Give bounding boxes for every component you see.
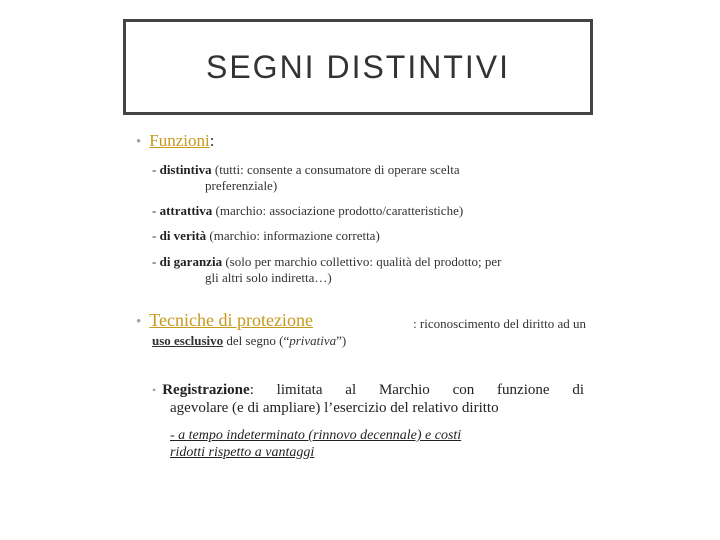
registrazione-term: Registrazione [162, 382, 250, 398]
title-box [123, 19, 593, 115]
slide-title: SEGNI DISTINTIVI [205, 48, 511, 85]
tecniche-label: Tecniche di protezione [149, 310, 313, 330]
item-text: (solo per marchio collettivo: qualità del prodotto; per [222, 254, 502, 269]
tecniche-emph: uso esclusivo [152, 333, 224, 348]
item-text: (tutti: consente a consumatore di operare scelta [211, 162, 460, 177]
funzione-item [152, 228, 380, 244]
bullet-tecniche [136, 312, 586, 349]
registrazione-text-cont: agevolare (e di ampliare) l’esercizio del relativo diritto [170, 400, 499, 416]
item-text: (marchio: associazione prodotto/caratteristiche) [212, 203, 464, 218]
funzione-item [152, 162, 460, 194]
registrazione-text: : limitata al Marchio con funzione di [249, 382, 584, 398]
funzioni-label: Funzioni [149, 131, 210, 150]
tecniche-suffix: : riconoscimento del diritto ad un [413, 316, 586, 331]
item-text-cont: preferenziale) [205, 178, 278, 193]
item-term: di garanzia [159, 254, 223, 269]
item-term: distintiva [159, 162, 212, 177]
item-prefix: - [152, 203, 160, 218]
item-text: (marchio: informazione corretta) [206, 228, 380, 243]
bullet-icon: • [136, 134, 142, 150]
bullet-icon: • [136, 314, 142, 330]
item-text-cont: gli altri solo indiretta…) [205, 270, 332, 285]
funzioni-suffix: : [209, 131, 215, 150]
item-prefix: - [152, 162, 160, 177]
detail-line: - a tempo indeterminato (rinnovo decennale) e costi [170, 428, 462, 443]
funzione-item [152, 254, 502, 286]
bullet-funzioni [136, 131, 214, 151]
registrazione-detail [170, 427, 570, 461]
tecniche-italic: privativa [289, 333, 337, 348]
sub-bullet-registrazione [152, 381, 584, 417]
tecniche-tail: del segno (“ [223, 333, 290, 348]
item-prefix: - [152, 228, 160, 243]
funzione-item [152, 203, 463, 219]
detail-line: ridotti rispetto a vantaggi [170, 445, 315, 460]
bullet-icon: • [152, 383, 157, 397]
tecniche-tail-end: ”) [336, 333, 347, 348]
item-term: attrattiva [159, 203, 213, 218]
item-prefix: - [152, 254, 160, 269]
item-term: di verità [159, 228, 207, 243]
